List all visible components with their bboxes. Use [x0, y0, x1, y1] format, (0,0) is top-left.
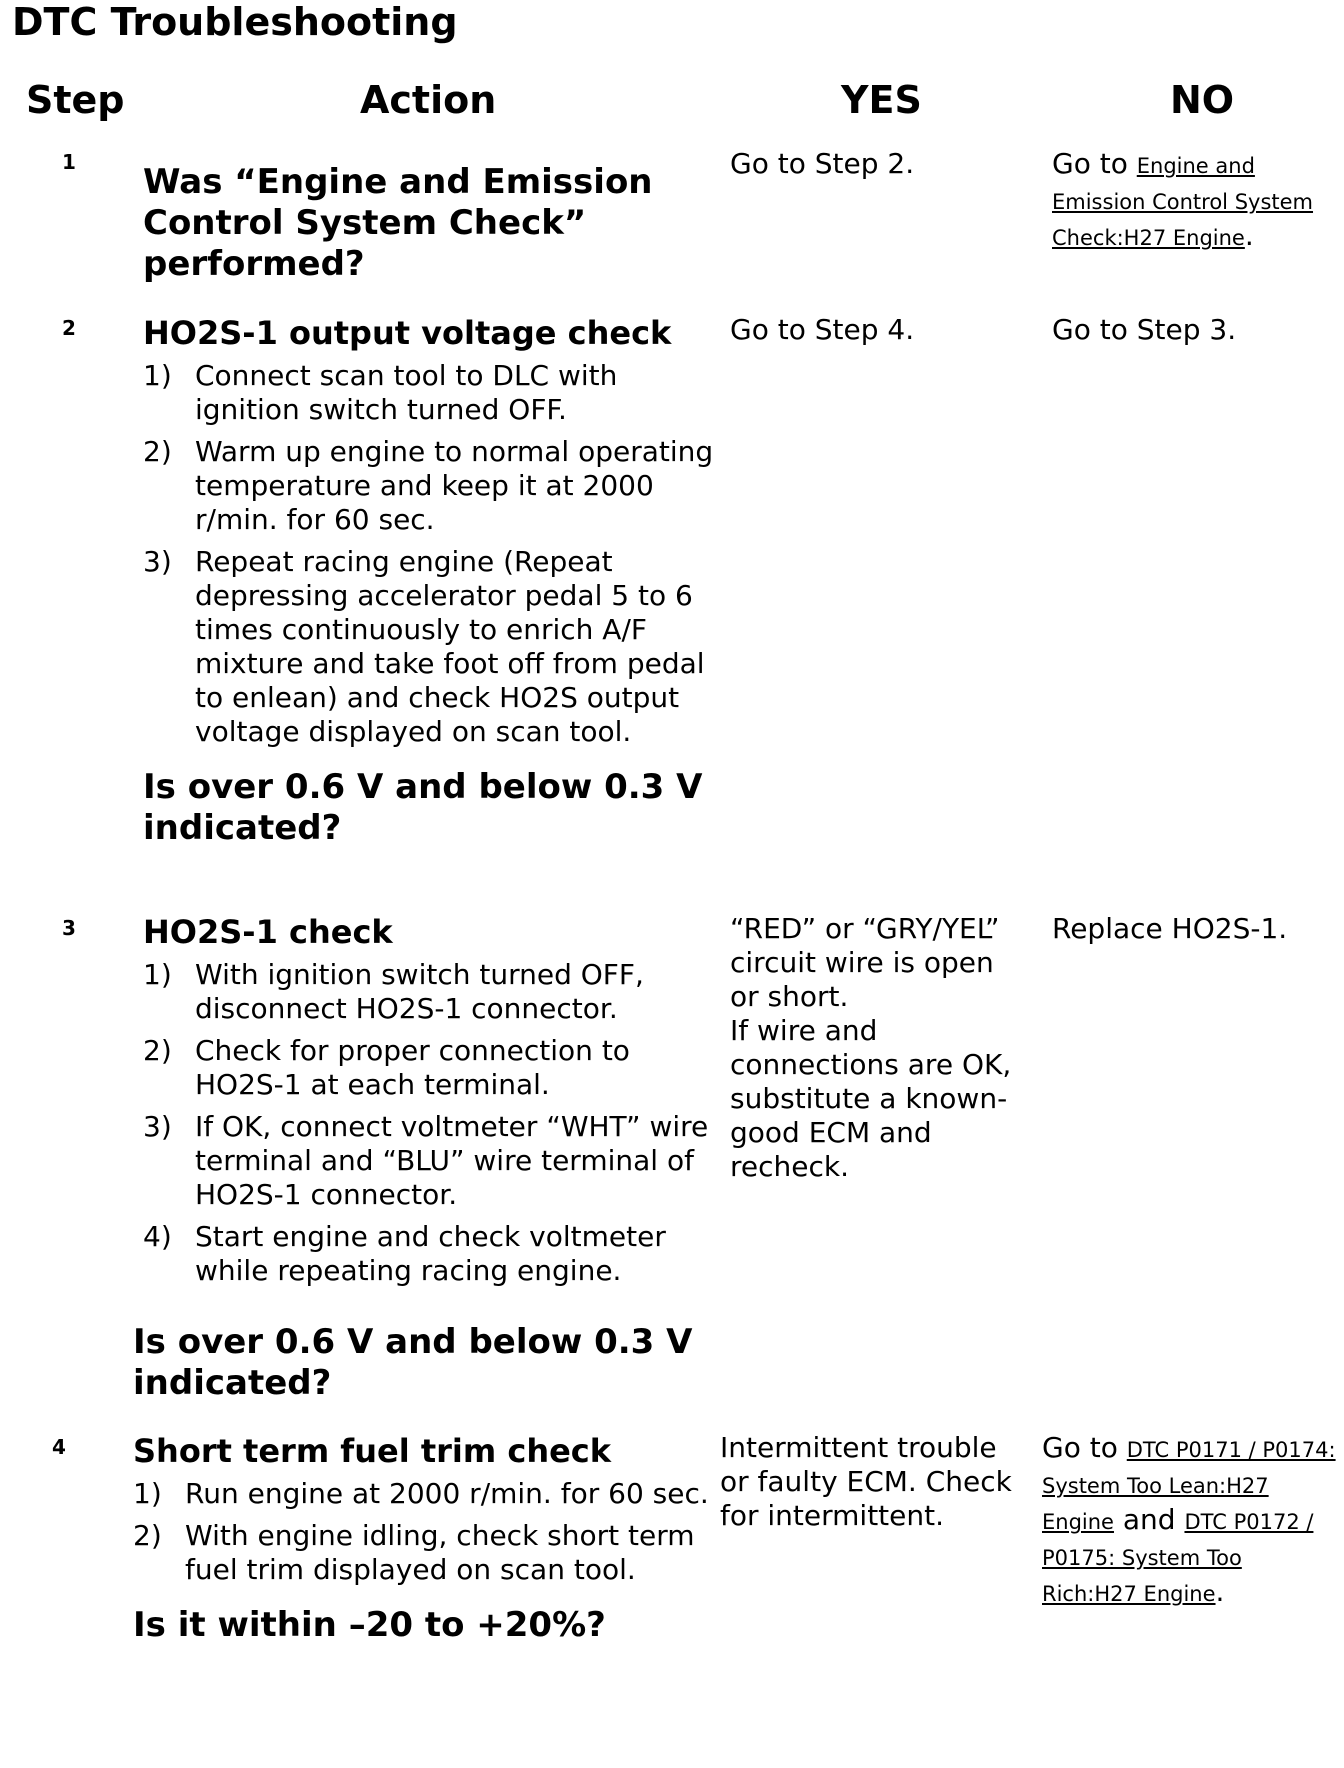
- substep-number: 3): [143, 1110, 172, 1143]
- step-number: 3: [62, 916, 76, 940]
- step-heading: HO2S-1 output voltage check: [143, 314, 672, 352]
- substep-text: Repeat racing engine (Repeat depressing accelerator pedal 5 to 6 times continuously to enrich A/F mixture and take foot off from pedal to enlean) and check HO2S output voltage displayed on scan tool.: [195, 545, 705, 748]
- substep-number: 2): [143, 1034, 172, 1067]
- substep: [143, 545, 723, 749]
- step-4-action: [133, 1431, 713, 1646]
- step-heading: HO2S-1 check: [143, 913, 393, 951]
- dtc-p0171-link[interactable]: DTC P0171 / P0174: System Too Lean:H27 Engine: [1042, 1438, 1336, 1534]
- substep: [133, 1519, 713, 1587]
- step-4-yes: Intermittent trouble or faulty ECM. Check for intermittent.: [720, 1431, 1012, 1532]
- step-question: Was “Engine and Emission Control System Check” performed?: [143, 162, 653, 284]
- substep-number: 1): [143, 359, 172, 392]
- substep: [143, 1110, 723, 1212]
- step-heading: Short term fuel trim check: [133, 1432, 612, 1470]
- substep-list: [143, 359, 723, 749]
- no-suffix: .: [1215, 1575, 1225, 1608]
- yes-line: “RED” or “GRY/YEL” circuit wire is open or short.: [730, 912, 1000, 1013]
- substep-number: 2): [133, 1519, 162, 1552]
- step-number: 2: [62, 316, 76, 340]
- substep: [143, 435, 723, 537]
- step-3-no: Replace HO2S-1.: [1052, 912, 1288, 945]
- no-prefix: Go to: [1042, 1431, 1127, 1464]
- column-header-step: Step: [26, 78, 125, 122]
- substep-text: If OK, connect voltmeter “WHT” wire terminal and “BLU” wire terminal of HO2S-1 connector.: [195, 1110, 709, 1211]
- substep-text: Run engine at 2000 r/min. for 60 sec.: [185, 1477, 709, 1510]
- step-2-yes: Go to Step 4.: [730, 313, 915, 346]
- step-1-action: [143, 162, 723, 285]
- no-prefix: Go to: [1052, 147, 1137, 180]
- step-question: Is it within –20 to +20%?: [133, 1605, 606, 1645]
- substep-text: Start engine and check voltmeter while repeating racing engine.: [195, 1220, 666, 1287]
- substep-number: 1): [133, 1477, 162, 1510]
- step-3-action: [143, 912, 723, 1296]
- step-number: 4: [52, 1435, 66, 1459]
- substep: [133, 1477, 713, 1511]
- step-number: 1: [62, 150, 76, 174]
- substep-text: With engine idling, check short term fuel trim displayed on scan tool.: [185, 1519, 695, 1586]
- substep-text: With ignition switch turned OFF, disconnect HO2S-1 connector.: [195, 958, 644, 1025]
- column-header-yes: YES: [841, 78, 922, 122]
- step-1-no: [1052, 147, 1344, 255]
- yes-line: If wire and connections are OK, substitute a known-good ECM and recheck.: [730, 1014, 1012, 1183]
- substep-number: 2): [143, 435, 172, 468]
- substep: [143, 359, 723, 427]
- substep-number: 4): [143, 1220, 172, 1253]
- step-question: Is over 0.6 V and below 0.3 V indicated?: [143, 767, 703, 848]
- step-1-yes: Go to Step 2.: [730, 147, 915, 180]
- step-2-no: Go to Step 3.: [1052, 313, 1237, 346]
- step-question: Is over 0.6 V and below 0.3 V indicated?: [133, 1322, 693, 1403]
- step-4-no: [1042, 1431, 1342, 1611]
- column-header-no: NO: [1170, 78, 1235, 122]
- substep-number: 3): [143, 545, 172, 578]
- dtc-p0172-link[interactable]: DTC P0172 / P0175: System Too Rich:H27 Engine: [1042, 1510, 1314, 1606]
- no-mid: and: [1113, 1503, 1185, 1536]
- step-2-action: [143, 313, 723, 849]
- substep-list: [133, 1477, 713, 1587]
- substep: [143, 1220, 723, 1288]
- substep-text: Connect scan tool to DLC with ignition switch turned OFF.: [195, 359, 618, 426]
- engine-emission-check-link[interactable]: Engine and Emission Control System Check:H27 Engine: [1052, 154, 1314, 250]
- substep-text: Warm up engine to normal operating temperature and keep it at 2000 r/min. for 60 sec.: [195, 435, 714, 536]
- no-suffix: .: [1244, 219, 1254, 252]
- substep-text: Check for proper connection to HO2S-1 at each terminal.: [195, 1034, 630, 1101]
- substep-number: 1): [143, 958, 172, 991]
- substep-list: [143, 958, 723, 1288]
- step-3-yes: [730, 912, 1030, 1184]
- step-3-question-block: [133, 1322, 713, 1404]
- substep: [143, 1034, 723, 1102]
- substep: [143, 958, 723, 1026]
- page-title: DTC Troubleshooting: [12, 0, 458, 44]
- column-header-action: Action: [360, 78, 497, 122]
